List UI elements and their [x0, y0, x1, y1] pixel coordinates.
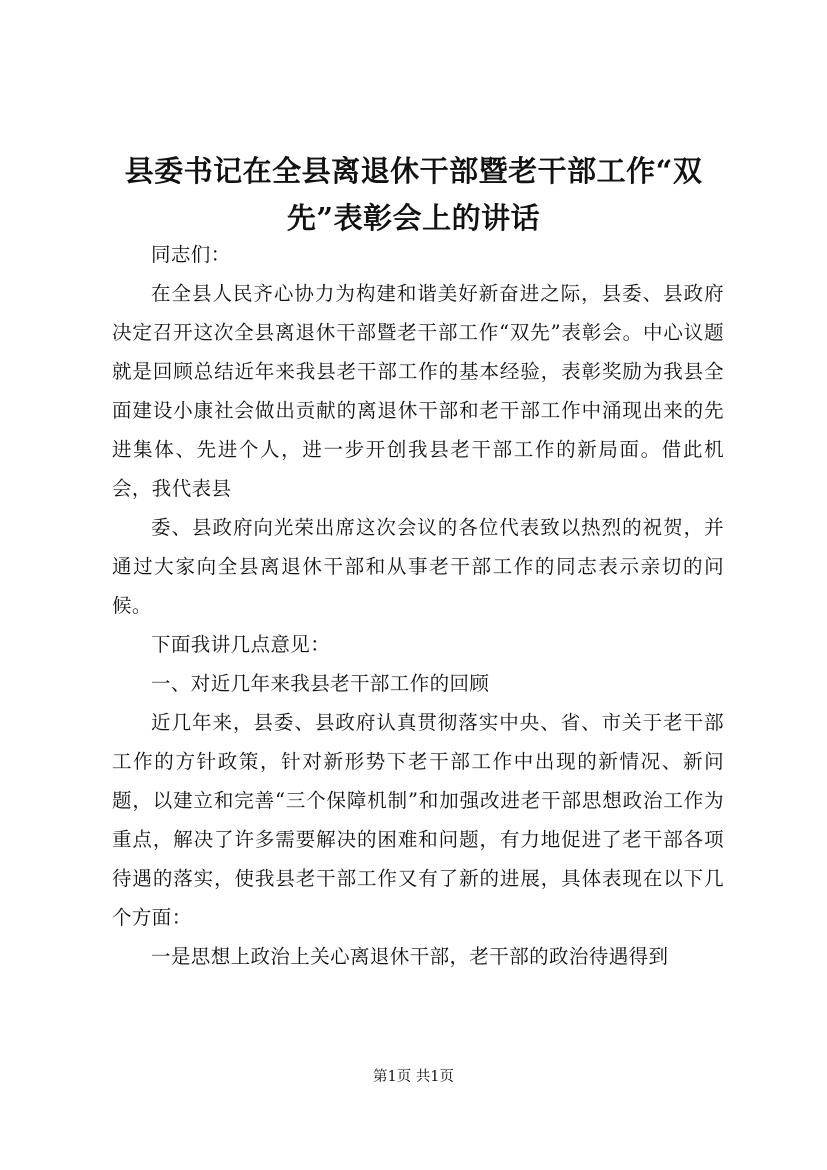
paragraph-salutation: 同志们：: [151, 243, 231, 266]
paragraph-opening: 在全县人民齐心协力为构建和谐美好新奋进之际，县委、县政府决定召开这次全县离退休干部暨老干部工作“双先”表彰会。中心议题就是回顾总结近年来我县老干部工作的基本经验，表彰奖励为我县全面建设小康社会做出贡献的离退休干部和老干部工作中涌现出来的先进集体、先进个人，进一步开创我县老干部工作的新局面。借此机会，我代表县: [112, 282, 724, 500]
page-number-footer: 第1页 共1页: [372, 1069, 455, 1085]
paragraph-intro-points: 下面我讲几点意见：: [151, 633, 331, 656]
section-heading-review: 一、对近几年来我县老干部工作的回顾: [151, 672, 490, 695]
paragraph-greeting: 委、县政府向光荣出席这次会议的各位代表致以热烈的祝贺，并通过大家向全县离退休干部和从事老干部工作的同志表示亲切的问候。: [112, 516, 724, 617]
paragraph-review: 近几年来，县委、县政府认真贯彻落实中央、省、市关于老干部工作的方针政策，针对新形势下老干部工作中出现的新情况、新问题，以建立和完善“三个保障机制”和加强改进老干部思想政治工作为重点，解决了许多需要解决的困难和问题，有力地促进了老干部各项待遇的落实，使我县老干部工作又有了新的进展，具体表现在以下几个方面：: [112, 711, 724, 929]
document-title: 县委书记在全县离退休干部暨老干部工作“双先”表彰会上的讲话: [124, 154, 703, 235]
paragraph-point-one: 一是思想上政治上关心离退休干部，老干部的政治待遇得到: [151, 945, 669, 968]
document-body: [112, 235, 724, 976]
